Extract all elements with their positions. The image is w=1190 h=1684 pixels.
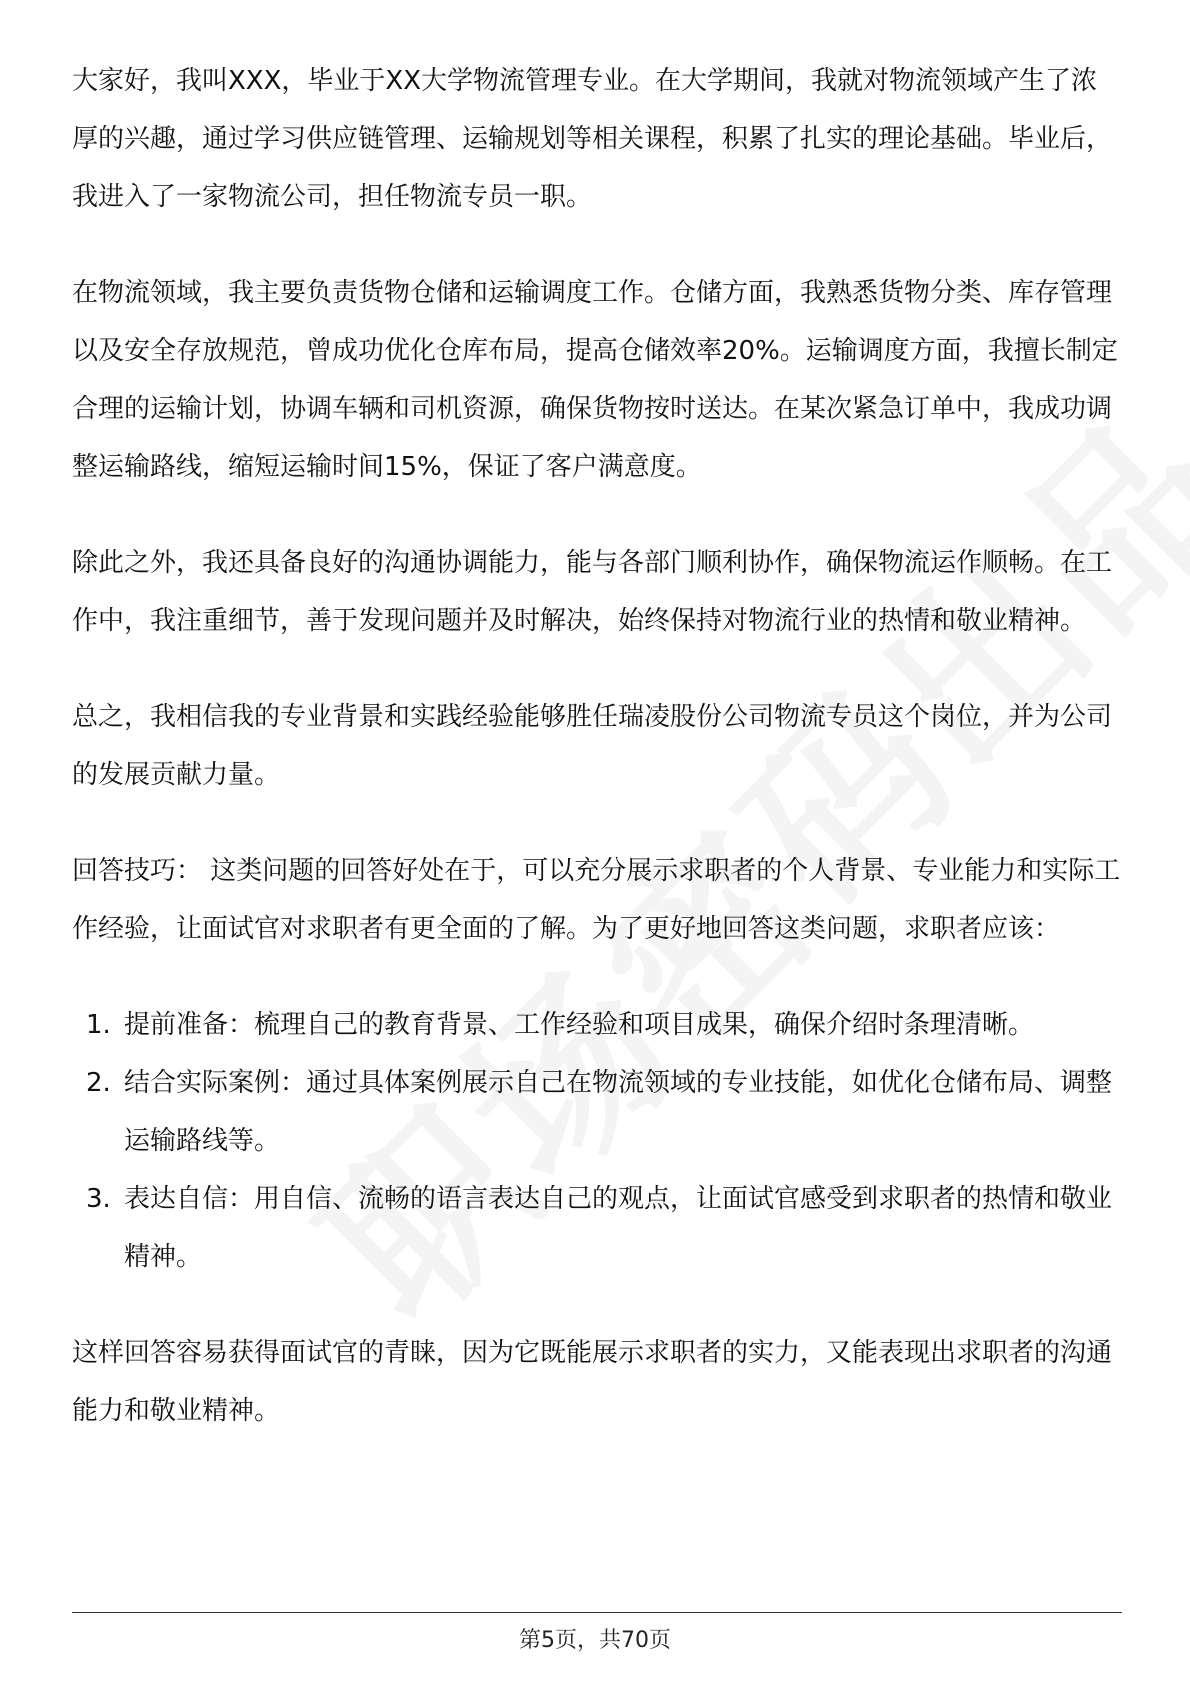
list-number: 2. <box>86 1068 111 1098</box>
paragraph-closing: 这样回答容易获得面试官的青睐，因为它既能展示求职者的实力，又能表现出求职者的沟通能力和敬业精神。 <box>72 1338 1113 1426</box>
list-item-text: 结合实际案例：通过具体案例展示自己在物流领域的专业技能，如优化仓储布局、调整运输路线等。 <box>124 1068 1113 1156</box>
paragraph-experience: 在物流领域，我主要负责货物仓储和运输调度工作。仓储方面，我熟悉货物分类、库存管理以及安全存放规范，曾成功优化仓库布局，提高仓储效率20%。运输调度方面，我擅长制定合理的运输计划，协调车辆和司机资源，确保货物按时送达。在某次紧急订单中，我成功调整运输路线，缩短运输时间15%，保证了客户满意度。 <box>72 278 1118 482</box>
document-body <box>72 52 1122 1478</box>
list-number: 3. <box>86 1184 111 1214</box>
paragraph-summary: 总之，我相信我的专业背景和实践经验能够胜任瑞凌股份公司物流专员这个岗位，并为公司的发展贡献力量。 <box>72 702 1113 790</box>
list-item <box>72 1054 1122 1170</box>
list-item-text: 提前准备：梳理自己的教育背景、工作经验和项目成果，确保介绍时条理清晰。 <box>124 1010 1035 1040</box>
footer-divider <box>72 1612 1122 1613</box>
tips-list <box>72 996 1122 1286</box>
list-item-text: 表达自信：用自信、流畅的语言表达自己的观点，让面试官感受到求职者的热情和敬业精神。 <box>124 1184 1113 1272</box>
paragraph-skills: 除此之外，我还具备良好的沟通协调能力，能与各部门顺利协作，确保物流运作顺畅。在工作中，我注重细节，善于发现问题并及时解决，始终保持对物流行业的热情和敬业精神。 <box>72 548 1113 636</box>
paragraph-tips-intro: 回答技巧： 这类问题的回答好处在于，可以充分展示求职者的个人背景、专业能力和实际工作经验，让面试官对求职者有更全面的了解。为了更好地回答这类问题，求职者应该： <box>72 856 1121 944</box>
list-number: 1. <box>86 1010 111 1040</box>
list-item <box>72 1170 1122 1286</box>
list-item <box>72 996 1122 1054</box>
page-number: 第5页，共70页 <box>519 1628 671 1653</box>
paragraph-intro: 大家好，我叫XXX，毕业于XX大学物流管理专业。在大学期间，我就对物流领域产生了浓厚的兴趣，通过学习供应链管理、运输规划等相关课程，积累了扎实的理论基础。毕业后，我进入了一家物流公司，担任物流专员一职。 <box>72 66 1113 212</box>
